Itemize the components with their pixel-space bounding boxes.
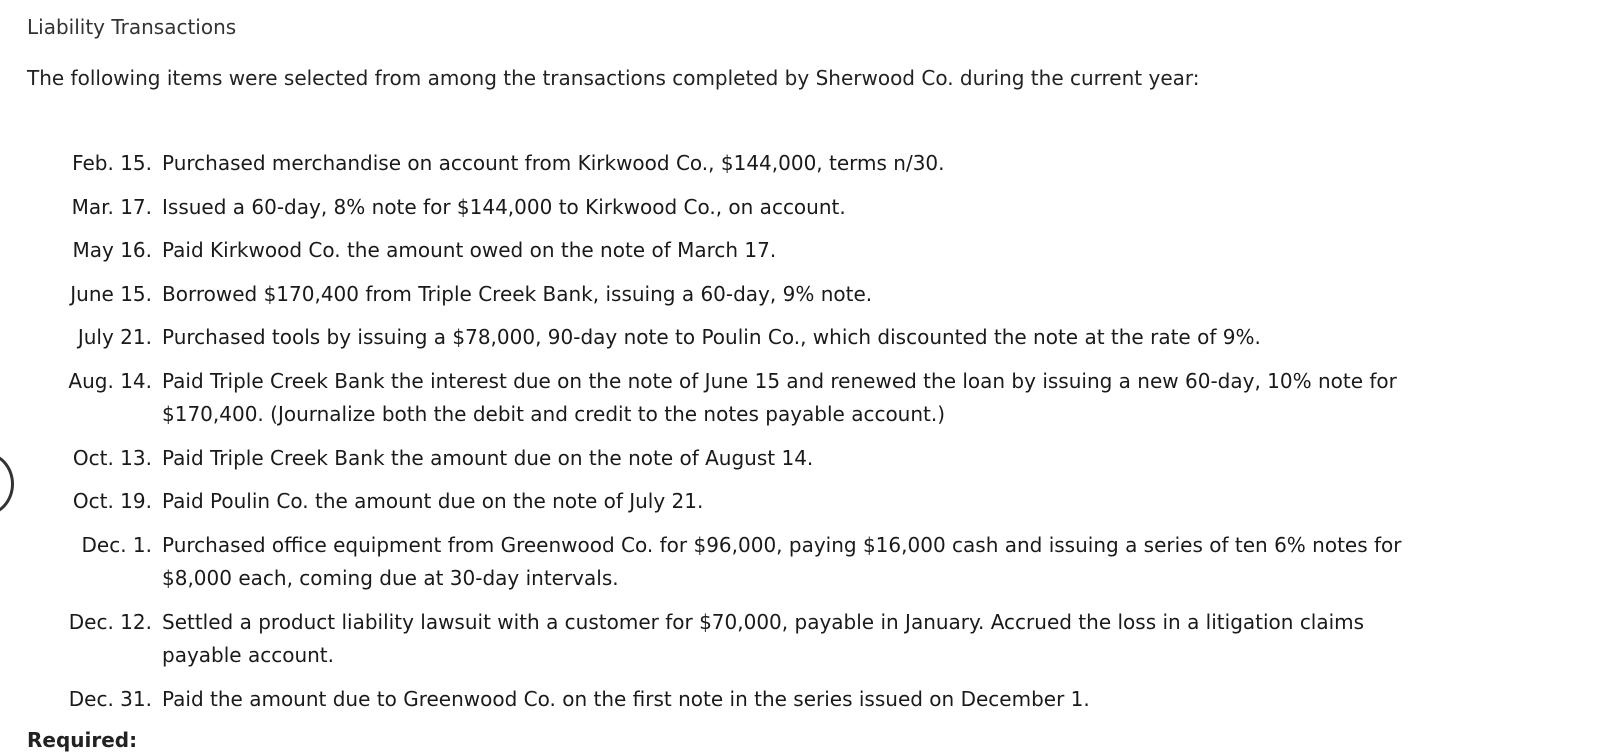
transaction-description: Paid Kirkwood Co. the amount owed on the note of March 17. xyxy=(162,238,777,262)
transaction-row xyxy=(0,606,1420,673)
transaction-row xyxy=(0,485,1420,519)
transaction-row xyxy=(0,442,1420,476)
transaction-description: Borrowed $170,400 from Triple Creek Bank, issuing a 60-day, 9% note. xyxy=(162,281,873,306)
transaction-date: Dec. 1. xyxy=(81,532,152,557)
transaction-date: Oct. 13. xyxy=(72,445,152,470)
transaction-row xyxy=(0,365,1420,432)
transaction-row xyxy=(0,683,1420,717)
transaction-row xyxy=(0,234,1420,268)
transaction-date: May 16. xyxy=(72,238,152,262)
transaction-date: Dec. 31. xyxy=(68,686,152,711)
transaction-description: Paid Triple Creek Bank the interest due on the note of June 15 and renewed the loan by issuing a new 60-day, 10% note for $170,400. (Journalize both the debit and credit to the notes payable account.) xyxy=(162,368,1397,426)
transaction-date: Aug. 14. xyxy=(68,368,152,393)
intro-text: The following items were selected from among the transactions completed by Sherwood Co. during the current year: xyxy=(27,66,1200,90)
required-heading: Required: xyxy=(27,728,138,752)
transaction-date: Dec. 12. xyxy=(68,609,152,634)
transaction-date: Mar. 17. xyxy=(71,194,152,219)
transaction-description: Settled a product liability lawsuit with a customer for $70,000, payable in January. Accrued the loss in a litigation claims payable account. xyxy=(162,609,1365,667)
page-title: Liability Transactions xyxy=(27,15,237,39)
transaction-description: Paid Triple Creek Bank the amount due on the note of August 14. xyxy=(162,445,814,470)
transaction-description: Purchased tools by issuing a $78,000, 90-day note to Poulin Co., which discounted the note at the rate of 9%. xyxy=(162,325,1261,349)
transaction-date: June 15. xyxy=(70,281,152,306)
transaction-date: July 21. xyxy=(77,325,152,349)
transaction-date: Feb. 15. xyxy=(72,151,152,175)
transaction-list xyxy=(0,147,1420,726)
transaction-row xyxy=(0,191,1420,225)
transaction-row xyxy=(0,278,1420,312)
transaction-description: Paid Poulin Co. the amount due on the note of July 21. xyxy=(162,489,704,513)
transaction-description: Purchased merchandise on account from Kirkwood Co., $144,000, terms n/30. xyxy=(162,151,945,175)
transaction-row xyxy=(0,321,1420,355)
transaction-description: Purchased office equipment from Greenwood Co. for $96,000, paying $16,000 cash and issuing a series of ten 6% notes for $8,000 each, coming due at 30-day intervals. xyxy=(162,532,1402,590)
transaction-row xyxy=(0,529,1420,596)
transaction-description: Paid the amount due to Greenwood Co. on the first note in the series issued on December 1. xyxy=(162,686,1090,711)
transaction-date: Oct. 19. xyxy=(72,489,152,513)
transaction-description: Issued a 60-day, 8% note for $144,000 to Kirkwood Co., on account. xyxy=(162,194,846,219)
transaction-row xyxy=(0,147,1420,181)
